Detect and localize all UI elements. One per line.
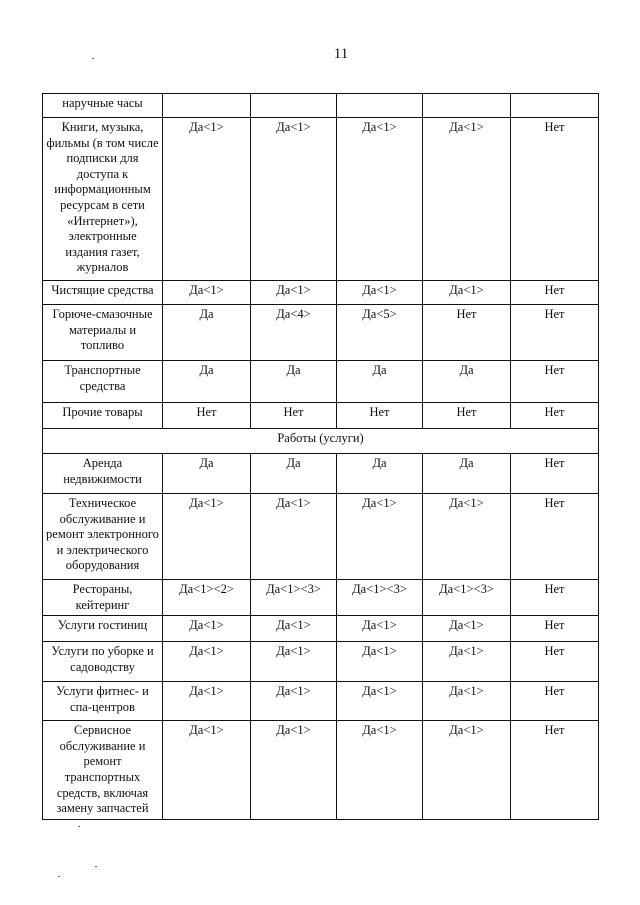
table-cell: Да<1> — [337, 118, 423, 281]
table-cell: Да<1> — [423, 721, 511, 820]
table-cell: Да<1> — [251, 118, 337, 281]
table-cell: Да<1> — [251, 721, 337, 820]
table-cell: Да<1> — [423, 682, 511, 721]
row-name: Книги, музыка, фильмы (в том числе подписки для доступа к информационным ресурсам в сети «Интернет»), электронные издания газет, журналов — [43, 118, 163, 281]
table-cell: Нет — [511, 361, 599, 403]
table-cell: Да<1><2> — [163, 580, 251, 616]
row-name: Прочие товары — [43, 403, 163, 429]
table-row — [43, 494, 599, 580]
table-row — [43, 305, 599, 361]
table-cell — [163, 94, 251, 118]
table-cell: Нет — [251, 403, 337, 429]
table-cell: Да<1><3> — [251, 580, 337, 616]
table-row — [43, 361, 599, 403]
table-cell: Да — [423, 454, 511, 494]
table-cell: Да<1> — [251, 281, 337, 305]
table-cell: Да<1> — [423, 281, 511, 305]
table-cell — [423, 94, 511, 118]
table-cell: Да — [423, 361, 511, 403]
table-cell: Да<1> — [163, 721, 251, 820]
table-cell: Нет — [511, 494, 599, 580]
table-row — [43, 642, 599, 682]
row-name: Транспортные средства — [43, 361, 163, 403]
row-name: Сервисное обслуживание и ремонт транспортных средств, включая замену запчастей — [43, 721, 163, 820]
table-row — [43, 281, 599, 305]
row-name: Чистящие средства — [43, 281, 163, 305]
table-cell: Нет — [511, 616, 599, 642]
table-cell: Да<1> — [337, 616, 423, 642]
table-cell: Нет — [511, 580, 599, 616]
table-cell: Нет — [163, 403, 251, 429]
row-name: Техническое обслуживание и ремонт электронного и электрического оборудования — [43, 494, 163, 580]
table-cell: Да — [337, 454, 423, 494]
table-cell: Нет — [511, 454, 599, 494]
table-cell: Да — [163, 361, 251, 403]
table-cell — [251, 94, 337, 118]
table-cell: Да<1> — [423, 642, 511, 682]
table-cell: Да<1> — [163, 281, 251, 305]
table-cell: Да — [251, 454, 337, 494]
table-cell: Да<1> — [423, 118, 511, 281]
row-name: Услуги гостиниц — [43, 616, 163, 642]
table-cell: Да — [337, 361, 423, 403]
table-cell: Да<1> — [337, 281, 423, 305]
table-cell: Да<1> — [423, 616, 511, 642]
table-cell: Да<1> — [163, 642, 251, 682]
table-cell: Да<1><3> — [423, 580, 511, 616]
table-cell: Нет — [423, 305, 511, 361]
table-cell: Да — [163, 305, 251, 361]
table-cell: Да<1> — [251, 642, 337, 682]
row-name: наручные часы — [43, 94, 163, 118]
table-cell: Да<5> — [337, 305, 423, 361]
table-cell: Да<1> — [163, 118, 251, 281]
table-cell: Нет — [511, 682, 599, 721]
table-cell: Да<1> — [337, 682, 423, 721]
row-name: Услуги фитнес- и спа-центров — [43, 682, 163, 721]
table-cell: Нет — [511, 118, 599, 281]
table-cell: Нет — [337, 403, 423, 429]
table-cell: Да<1> — [251, 616, 337, 642]
row-name: Услуги по уборке и садоводству — [43, 642, 163, 682]
table-cell: Да<1> — [337, 494, 423, 580]
table-cell: Да — [251, 361, 337, 403]
table-row — [43, 580, 599, 616]
table-cell: Да<1> — [251, 682, 337, 721]
table-cell: Нет — [511, 721, 599, 820]
row-name: Горюче-смазочные материалы и топливо — [43, 305, 163, 361]
row-name: Рестораны, кейтеринг — [43, 580, 163, 616]
table-row — [43, 454, 599, 494]
goods-services-table — [42, 93, 599, 820]
table-cell: Да<1> — [163, 494, 251, 580]
table-cell: Да<1><3> — [337, 580, 423, 616]
table-cell: Да<1> — [337, 721, 423, 820]
table-row — [43, 616, 599, 642]
table-cell: Да — [163, 454, 251, 494]
table-cell: Нет — [511, 642, 599, 682]
scan-speck — [95, 866, 97, 867]
scan-speck — [92, 58, 94, 59]
table-cell: Нет — [511, 281, 599, 305]
table-cell — [511, 94, 599, 118]
table-cell — [337, 94, 423, 118]
table-cell: Да<1> — [163, 682, 251, 721]
table-row — [43, 721, 599, 820]
table-cell: Да<4> — [251, 305, 337, 361]
table-cell: Нет — [511, 403, 599, 429]
table-cell: Да<1> — [251, 494, 337, 580]
table-row — [43, 118, 599, 281]
section-title: Работы (услуги) — [43, 429, 599, 454]
table-cell: Нет — [423, 403, 511, 429]
row-name: Аренда недвижимости — [43, 454, 163, 494]
table-cell: Да<1> — [163, 616, 251, 642]
table-row — [43, 94, 599, 118]
table-row — [43, 682, 599, 721]
section-header-row — [43, 429, 599, 454]
table-row — [43, 403, 599, 429]
page-number: 11 — [333, 46, 349, 62]
scan-speck — [58, 876, 60, 877]
table-cell: Нет — [511, 305, 599, 361]
table-cell: Да<1> — [337, 642, 423, 682]
table-cell: Да<1> — [423, 494, 511, 580]
scan-speck — [78, 826, 80, 827]
